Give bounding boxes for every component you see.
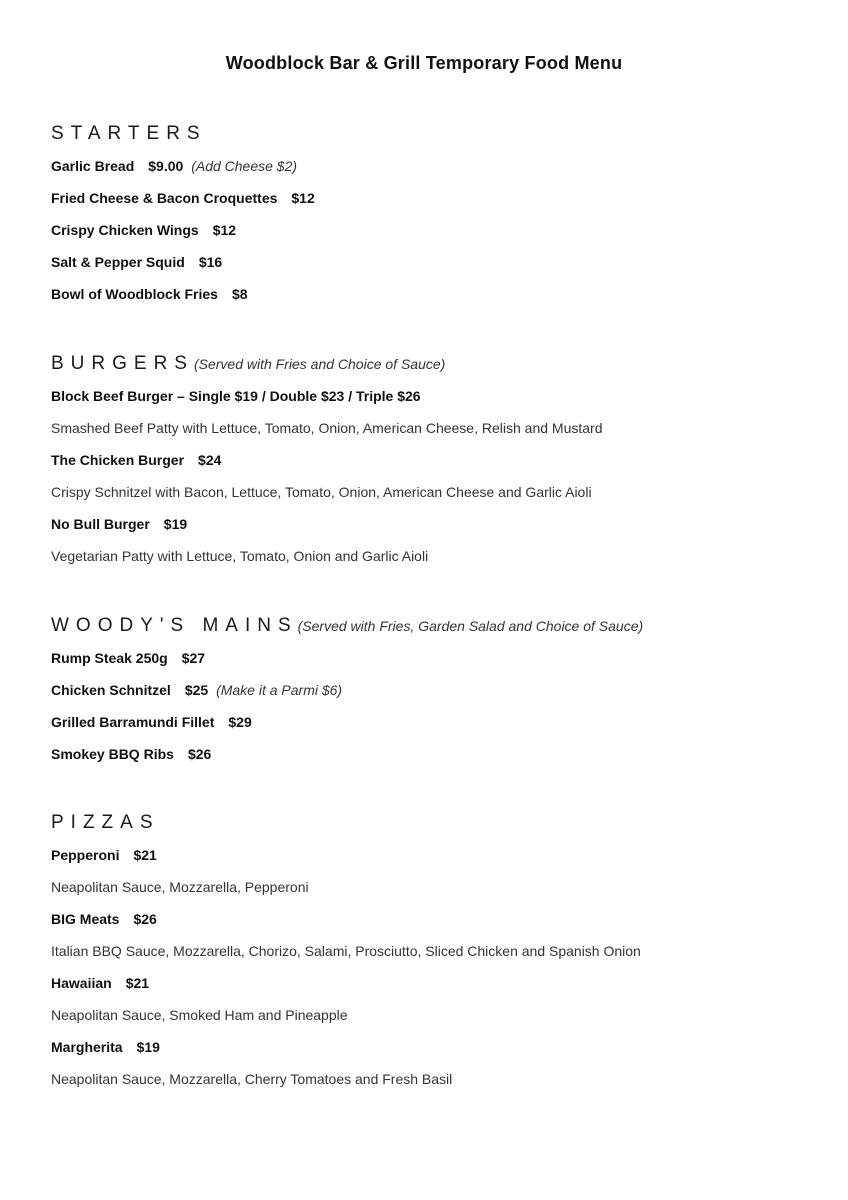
- item-price: $19: [163, 516, 188, 532]
- item-name: Grilled Barramundi Fillet: [51, 714, 215, 730]
- item-price: $16: [198, 254, 223, 270]
- item-name: The Chicken Burger: [51, 452, 185, 468]
- section-pizzas: [51, 807, 821, 1095]
- menu-item: [51, 182, 821, 214]
- item-description: [51, 1063, 821, 1095]
- item-name: Chicken Schnitzel: [51, 682, 171, 698]
- item-price: $9.00: [148, 158, 184, 174]
- item-price: $21: [125, 975, 150, 991]
- item-description: [51, 476, 821, 508]
- item-name: Rump Steak 250g: [51, 650, 168, 666]
- item-desc: Neapolitan Sauce, Smoked Ham and Pineapple: [51, 1007, 348, 1023]
- item-desc: Smashed Beef Patty with Lettuce, Tomato, Onion, American Cheese, Relish and Mustard: [51, 420, 603, 436]
- item-description: [51, 999, 821, 1031]
- item-price: $19: [136, 1039, 160, 1055]
- section-heading-text: BURGERS: [51, 353, 194, 374]
- item-price: $27: [181, 650, 206, 666]
- item-note: (Make it a Parmi $6): [216, 682, 343, 698]
- item-price: $12: [291, 190, 315, 206]
- item-desc: Crispy Schnitzel with Bacon, Lettuce, Tomato, Onion, American Cheese and Garlic Aioli: [51, 484, 592, 500]
- item-name: Pepperoni: [51, 847, 120, 863]
- page-title: Woodblock Bar & Grill Temporary Food Menu: [225, 53, 623, 73]
- item-price: $8: [231, 286, 248, 302]
- menu-item: [51, 674, 821, 706]
- menu-item: [51, 150, 821, 182]
- item-name: Margherita: [51, 1039, 123, 1055]
- item-price: $26: [133, 911, 157, 927]
- item-name: Crispy Chicken Wings: [51, 222, 199, 238]
- item-price: $24: [198, 452, 222, 468]
- item-price: $29: [228, 714, 252, 730]
- section-starters: [51, 118, 821, 310]
- section-burgers: [51, 348, 821, 572]
- item-note: (Add Cheese $2): [191, 158, 298, 174]
- menu-item: [51, 1031, 821, 1063]
- menu-item: [51, 642, 821, 674]
- item-name: Bowl of Woodblock Fries: [51, 286, 218, 302]
- item-desc: Italian BBQ Sauce, Mozzarella, Chorizo, Salami, Prosciutto, Sliced Chicken and Spanish Onion: [51, 943, 641, 959]
- item-name: BIG Meats: [51, 911, 120, 927]
- section-heading: [51, 610, 821, 642]
- item-price: $25: [184, 682, 209, 698]
- section-heading-text: STARTERS: [51, 123, 207, 144]
- item-name: No Bull Burger: [51, 516, 150, 532]
- menu-item: [51, 214, 821, 246]
- section-mains: [51, 610, 821, 770]
- menu-item: [51, 246, 821, 278]
- section-heading-note: (Served with Fries, Garden Salad and Choice of Sauce): [297, 618, 644, 634]
- menu-item: [51, 839, 821, 871]
- menu-item: [51, 738, 821, 770]
- menu-item: [51, 380, 821, 412]
- item-name: Block Beef Burger – Single $19 / Double $23 / Triple $26: [51, 388, 421, 404]
- menu-item: [51, 508, 821, 540]
- item-desc: Neapolitan Sauce, Mozzarella, Pepperoni: [51, 879, 309, 895]
- menu-item: [51, 278, 821, 310]
- item-description: [51, 871, 821, 903]
- item-price: $26: [187, 746, 212, 762]
- item-name: Garlic Bread: [51, 158, 135, 174]
- menu-item: [51, 706, 821, 738]
- item-name: Salt & Pepper Squid: [51, 254, 185, 270]
- menu-item: [51, 444, 821, 476]
- section-heading-note: (Served with Fries and Choice of Sauce): [193, 356, 446, 372]
- item-description: [51, 935, 821, 967]
- section-heading-text: PIZZAS: [51, 812, 160, 833]
- item-name: Fried Cheese & Bacon Croquettes: [51, 190, 278, 206]
- item-name: Hawaiian: [51, 975, 112, 991]
- item-name: Smokey BBQ Ribs: [51, 746, 174, 762]
- section-heading-text: WOODY'S MAINS: [51, 615, 298, 636]
- item-desc: Vegetarian Patty with Lettuce, Tomato, Onion and Garlic Aioli: [51, 548, 429, 564]
- menu-item: [51, 967, 821, 999]
- item-price: $12: [212, 222, 237, 238]
- section-heading: [51, 348, 821, 380]
- item-price: $21: [133, 847, 157, 863]
- item-description: [51, 412, 821, 444]
- section-heading: [51, 807, 821, 839]
- item-desc: Neapolitan Sauce, Mozzarella, Cherry Tomatoes and Fresh Basil: [51, 1071, 453, 1087]
- item-description: [51, 540, 821, 572]
- menu-item: [51, 903, 821, 935]
- section-heading: [51, 118, 821, 150]
